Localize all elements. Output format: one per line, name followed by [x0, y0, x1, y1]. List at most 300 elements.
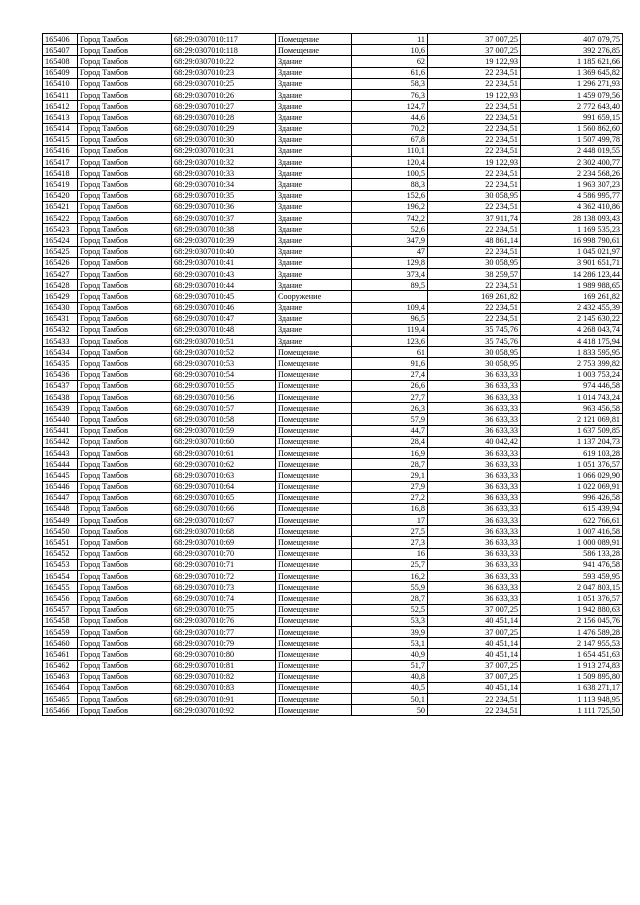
row-number-cell: 165447	[43, 492, 78, 503]
unit-value-cell: 30 058,95	[428, 190, 521, 201]
table-row	[43, 89, 623, 100]
unit-value-cell: 37 007,25	[428, 671, 521, 682]
cadastral-number-cell: 68:29:0307010:81	[172, 660, 276, 671]
cadastral-value-cell: 1 169 535,23	[521, 224, 623, 235]
area-cell: 52,6	[352, 224, 428, 235]
object-type-cell: Здание	[276, 190, 352, 201]
table-row	[43, 492, 623, 503]
locality-cell: Город Тамбов	[78, 89, 172, 100]
unit-value-cell: 22 234,51	[428, 112, 521, 123]
locality-cell: Город Тамбов	[78, 425, 172, 436]
area-cell: 40,5	[352, 682, 428, 693]
cadastral-number-cell: 68:29:0307010:48	[172, 324, 276, 335]
table-row	[43, 425, 623, 436]
locality-cell: Город Тамбов	[78, 414, 172, 425]
cadastral-value-cell: 1 007 416,58	[521, 526, 623, 537]
object-type-cell: Помещение	[276, 660, 352, 671]
row-number-cell: 165407	[43, 45, 78, 56]
locality-cell: Город Тамбов	[78, 447, 172, 458]
unit-value-cell: 40 451,14	[428, 649, 521, 660]
locality-cell: Город Тамбов	[78, 313, 172, 324]
area-cell: 53,1	[352, 638, 428, 649]
cadastral-number-cell: 68:29:0307010:61	[172, 447, 276, 458]
row-number-cell: 165414	[43, 123, 78, 134]
area-cell: 10,6	[352, 45, 428, 56]
cadastral-number-cell: 68:29:0307010:77	[172, 626, 276, 637]
area-cell: 17	[352, 515, 428, 526]
area-cell: 89,5	[352, 280, 428, 291]
object-type-cell: Здание	[276, 123, 352, 134]
table-row	[43, 246, 623, 257]
cadastral-number-cell: 68:29:0307010:92	[172, 705, 276, 716]
cadastral-value-cell: 1 113 948,95	[521, 694, 623, 705]
object-type-cell: Помещение	[276, 369, 352, 380]
locality-cell: Город Тамбов	[78, 369, 172, 380]
object-type-cell: Здание	[276, 89, 352, 100]
object-type-cell: Помещение	[276, 571, 352, 582]
row-number-cell: 165456	[43, 593, 78, 604]
cadastral-number-cell: 68:29:0307010:30	[172, 134, 276, 145]
object-type-cell: Здание	[276, 78, 352, 89]
table-row	[43, 593, 623, 604]
unit-value-cell: 36 633,33	[428, 481, 521, 492]
cadastral-value-cell: 1 638 271,17	[521, 682, 623, 693]
table-row	[43, 280, 623, 291]
object-type-cell: Здание	[276, 224, 352, 235]
unit-value-cell: 22 234,51	[428, 168, 521, 179]
object-type-cell: Здание	[276, 157, 352, 168]
locality-cell: Город Тамбов	[78, 682, 172, 693]
row-number-cell: 165453	[43, 559, 78, 570]
cadastral-value-cell: 2 156 045,76	[521, 615, 623, 626]
table-row	[43, 78, 623, 89]
cadastral-value-cell: 1 051 376,57	[521, 459, 623, 470]
locality-cell: Город Тамбов	[78, 492, 172, 503]
cadastral-number-cell: 68:29:0307010:44	[172, 280, 276, 291]
cadastral-number-cell: 68:29:0307010:83	[172, 682, 276, 693]
object-type-cell: Помещение	[276, 638, 352, 649]
table-row	[43, 268, 623, 279]
object-type-cell: Здание	[276, 280, 352, 291]
table-row	[43, 392, 623, 403]
cadastral-value-cell: 1 137 204,73	[521, 436, 623, 447]
unit-value-cell: 37 007,25	[428, 660, 521, 671]
area-cell: 55,9	[352, 582, 428, 593]
row-number-cell: 165433	[43, 336, 78, 347]
locality-cell: Город Тамбов	[78, 593, 172, 604]
cadastral-number-cell: 68:29:0307010:68	[172, 526, 276, 537]
unit-value-cell: 40 451,14	[428, 615, 521, 626]
area-cell: 76,3	[352, 89, 428, 100]
unit-value-cell: 36 633,33	[428, 503, 521, 514]
area-cell: 110,1	[352, 145, 428, 156]
cadastral-number-cell: 68:29:0307010:76	[172, 615, 276, 626]
cadastral-value-cell: 1 003 753,24	[521, 369, 623, 380]
locality-cell: Город Тамбов	[78, 179, 172, 190]
unit-value-cell: 19 122,93	[428, 89, 521, 100]
locality-cell: Город Тамбов	[78, 157, 172, 168]
row-number-cell: 165455	[43, 582, 78, 593]
cadastral-value-cell: 2 432 455,39	[521, 302, 623, 313]
cadastral-value-cell: 593 459,95	[521, 571, 623, 582]
object-type-cell: Здание	[276, 67, 352, 78]
table-row	[43, 559, 623, 570]
object-type-cell: Помещение	[276, 604, 352, 615]
cadastral-value-cell: 169 261,82	[521, 291, 623, 302]
object-type-cell: Здание	[276, 313, 352, 324]
table-row	[43, 604, 623, 615]
locality-cell: Город Тамбов	[78, 291, 172, 302]
cadastral-number-cell: 68:29:0307010:27	[172, 101, 276, 112]
unit-value-cell: 30 058,95	[428, 347, 521, 358]
unit-value-cell: 36 633,33	[428, 559, 521, 570]
cadastral-value-cell: 2 302 400,77	[521, 157, 623, 168]
unit-value-cell: 22 234,51	[428, 123, 521, 134]
row-number-cell: 165408	[43, 56, 78, 67]
row-number-cell: 165444	[43, 459, 78, 470]
table-row	[43, 213, 623, 224]
table-row	[43, 436, 623, 447]
unit-value-cell: 19 122,93	[428, 157, 521, 168]
area-cell: 52,5	[352, 604, 428, 615]
table-row	[43, 671, 623, 682]
area-cell: 51,7	[352, 660, 428, 671]
cadastral-value-cell: 4 586 995,77	[521, 190, 623, 201]
unit-value-cell: 35 745,76	[428, 324, 521, 335]
cadastral-number-cell: 68:29:0307010:75	[172, 604, 276, 615]
row-number-cell: 165419	[43, 179, 78, 190]
cadastral-number-cell: 68:29:0307010:71	[172, 559, 276, 570]
cadastral-number-cell: 68:29:0307010:28	[172, 112, 276, 123]
object-type-cell: Помещение	[276, 492, 352, 503]
row-number-cell: 165411	[43, 89, 78, 100]
area-cell: 27,5	[352, 526, 428, 537]
locality-cell: Город Тамбов	[78, 459, 172, 470]
cadastral-number-cell: 68:29:0307010:38	[172, 224, 276, 235]
cadastral-value-cell: 1 185 621,66	[521, 56, 623, 67]
object-type-cell: Помещение	[276, 615, 352, 626]
table-row	[43, 313, 623, 324]
row-number-cell: 165448	[43, 503, 78, 514]
cadastral-number-cell: 68:29:0307010:23	[172, 67, 276, 78]
table-row	[43, 481, 623, 492]
cadastral-value-cell: 1 637 509,85	[521, 425, 623, 436]
area-cell: 120,4	[352, 157, 428, 168]
locality-cell: Город Тамбов	[78, 403, 172, 414]
locality-cell: Город Тамбов	[78, 481, 172, 492]
cadastral-number-cell: 68:29:0307010:43	[172, 268, 276, 279]
row-number-cell: 165449	[43, 515, 78, 526]
area-cell: 62	[352, 56, 428, 67]
area-cell: 57,9	[352, 414, 428, 425]
cadastral-value-cell: 1 654 451,63	[521, 649, 623, 660]
object-type-cell: Помещение	[276, 515, 352, 526]
object-type-cell: Помещение	[276, 392, 352, 403]
locality-cell: Город Тамбов	[78, 56, 172, 67]
row-number-cell: 165436	[43, 369, 78, 380]
locality-cell: Город Тамбов	[78, 559, 172, 570]
table-row	[43, 358, 623, 369]
unit-value-cell: 22 234,51	[428, 313, 521, 324]
table-row	[43, 324, 623, 335]
row-number-cell: 165461	[43, 649, 78, 660]
table-row	[43, 369, 623, 380]
row-number-cell: 165422	[43, 213, 78, 224]
unit-value-cell: 22 234,51	[428, 224, 521, 235]
unit-value-cell: 22 234,51	[428, 201, 521, 212]
cadastral-value-cell: 1 296 271,93	[521, 78, 623, 89]
cadastral-number-cell: 68:29:0307010:31	[172, 145, 276, 156]
row-number-cell: 165432	[43, 324, 78, 335]
cadastral-value-cell: 1 942 880,63	[521, 604, 623, 615]
cadastral-value-cell: 619 103,28	[521, 447, 623, 458]
table-row	[43, 660, 623, 671]
row-number-cell: 165458	[43, 615, 78, 626]
row-number-cell: 165421	[43, 201, 78, 212]
unit-value-cell: 30 058,95	[428, 257, 521, 268]
cadastral-value-cell: 14 286 123,44	[521, 268, 623, 279]
row-number-cell: 165457	[43, 604, 78, 615]
object-type-cell: Помещение	[276, 380, 352, 391]
locality-cell: Город Тамбов	[78, 34, 172, 45]
locality-cell: Город Тамбов	[78, 392, 172, 403]
cadastral-number-cell: 68:29:0307010:66	[172, 503, 276, 514]
row-number-cell: 165410	[43, 78, 78, 89]
table-row	[43, 571, 623, 582]
table-row	[43, 168, 623, 179]
locality-cell: Город Тамбов	[78, 347, 172, 358]
cadastral-number-cell: 68:29:0307010:26	[172, 89, 276, 100]
row-number-cell: 165430	[43, 302, 78, 313]
unit-value-cell: 36 633,33	[428, 582, 521, 593]
cadastral-number-cell: 68:29:0307010:37	[172, 213, 276, 224]
row-number-cell: 165426	[43, 257, 78, 268]
cadastral-number-cell: 68:29:0307010:80	[172, 649, 276, 660]
locality-cell: Город Тамбов	[78, 201, 172, 212]
cadastral-value-cell: 28 138 093,43	[521, 213, 623, 224]
row-number-cell: 165417	[43, 157, 78, 168]
object-type-cell: Помещение	[276, 705, 352, 716]
unit-value-cell: 22 234,51	[428, 705, 521, 716]
object-type-cell: Здание	[276, 112, 352, 123]
unit-value-cell: 22 234,51	[428, 302, 521, 313]
area-cell: 61,6	[352, 67, 428, 78]
row-number-cell: 165435	[43, 358, 78, 369]
object-type-cell: Здание	[276, 179, 352, 190]
area-cell: 100,5	[352, 168, 428, 179]
table-row	[43, 705, 623, 716]
object-type-cell: Здание	[276, 268, 352, 279]
table-row	[43, 582, 623, 593]
cadastral-value-cell: 1 833 595,95	[521, 347, 623, 358]
object-type-cell: Помещение	[276, 436, 352, 447]
locality-cell: Город Тамбов	[78, 548, 172, 559]
object-type-cell: Сооружение	[276, 291, 352, 302]
unit-value-cell: 36 633,33	[428, 380, 521, 391]
cadastral-number-cell: 68:29:0307010:82	[172, 671, 276, 682]
locality-cell: Город Тамбов	[78, 537, 172, 548]
table-row	[43, 235, 623, 246]
row-number-cell: 165441	[43, 425, 78, 436]
cadastral-number-cell: 68:29:0307010:33	[172, 168, 276, 179]
cadastral-number-cell: 68:29:0307010:60	[172, 436, 276, 447]
cadastral-number-cell: 68:29:0307010:54	[172, 369, 276, 380]
row-number-cell: 165413	[43, 112, 78, 123]
area-cell: 50	[352, 705, 428, 716]
cadastral-value-cell: 2 753 399,82	[521, 358, 623, 369]
unit-value-cell: 22 234,51	[428, 280, 521, 291]
cadastral-number-cell: 68:29:0307010:25	[172, 78, 276, 89]
unit-value-cell: 36 633,33	[428, 526, 521, 537]
row-number-cell: 165434	[43, 347, 78, 358]
object-type-cell: Помещение	[276, 682, 352, 693]
locality-cell: Город Тамбов	[78, 190, 172, 201]
area-cell: 29,1	[352, 470, 428, 481]
locality-cell: Город Тамбов	[78, 626, 172, 637]
table-body	[43, 34, 623, 716]
row-number-cell: 165464	[43, 682, 78, 693]
cadastral-value-cell: 615 439,94	[521, 503, 623, 514]
row-number-cell: 165406	[43, 34, 78, 45]
unit-value-cell: 36 633,33	[428, 537, 521, 548]
object-type-cell: Здание	[276, 246, 352, 257]
area-cell: 16	[352, 548, 428, 559]
cadastral-number-cell: 68:29:0307010:40	[172, 246, 276, 257]
locality-cell: Город Тамбов	[78, 503, 172, 514]
unit-value-cell: 22 234,51	[428, 67, 521, 78]
cadastral-value-cell: 974 446,58	[521, 380, 623, 391]
cadastral-value-cell: 1 022 069,91	[521, 481, 623, 492]
cadastral-value-cell: 1 459 079,56	[521, 89, 623, 100]
locality-cell: Город Тамбов	[78, 358, 172, 369]
cadastral-value-cell: 1 509 895,80	[521, 671, 623, 682]
locality-cell: Город Тамбов	[78, 660, 172, 671]
unit-value-cell: 22 234,51	[428, 694, 521, 705]
locality-cell: Город Тамбов	[78, 134, 172, 145]
row-number-cell: 165439	[43, 403, 78, 414]
area-cell: 26,3	[352, 403, 428, 414]
row-number-cell: 165443	[43, 447, 78, 458]
unit-value-cell: 37 007,25	[428, 34, 521, 45]
locality-cell: Город Тамбов	[78, 45, 172, 56]
cadastral-value-table	[42, 33, 623, 716]
cadastral-value-cell: 586 133,28	[521, 548, 623, 559]
row-number-cell: 165463	[43, 671, 78, 682]
row-number-cell: 165416	[43, 145, 78, 156]
object-type-cell: Здание	[276, 235, 352, 246]
table-row	[43, 626, 623, 637]
area-cell: 16,9	[352, 447, 428, 458]
table-row	[43, 123, 623, 134]
cadastral-value-cell: 941 476,58	[521, 559, 623, 570]
row-number-cell: 165445	[43, 470, 78, 481]
locality-cell: Город Тамбов	[78, 78, 172, 89]
locality-cell: Город Тамбов	[78, 324, 172, 335]
cadastral-number-cell: 68:29:0307010:59	[172, 425, 276, 436]
cadastral-number-cell: 68:29:0307010:65	[172, 492, 276, 503]
cadastral-value-cell: 1 913 274,83	[521, 660, 623, 671]
object-type-cell: Помещение	[276, 414, 352, 425]
area-cell: 16,8	[352, 503, 428, 514]
unit-value-cell: 40 451,14	[428, 638, 521, 649]
object-type-cell: Помещение	[276, 559, 352, 570]
object-type-cell: Помещение	[276, 34, 352, 45]
cadastral-value-cell: 4 268 043,74	[521, 324, 623, 335]
cadastral-value-cell: 407 079,75	[521, 34, 623, 45]
cadastral-number-cell: 68:29:0307010:62	[172, 459, 276, 470]
row-number-cell: 165424	[43, 235, 78, 246]
object-type-cell: Здание	[276, 336, 352, 347]
row-number-cell: 165462	[43, 660, 78, 671]
object-type-cell: Помещение	[276, 358, 352, 369]
area-cell: 124,7	[352, 101, 428, 112]
cadastral-number-cell: 68:29:0307010:118	[172, 45, 276, 56]
cadastral-value-cell: 2 145 630,22	[521, 313, 623, 324]
row-number-cell: 165420	[43, 190, 78, 201]
cadastral-number-cell: 68:29:0307010:41	[172, 257, 276, 268]
cadastral-number-cell: 68:29:0307010:32	[172, 157, 276, 168]
object-type-cell: Помещение	[276, 447, 352, 458]
area-cell: 347,9	[352, 235, 428, 246]
unit-value-cell: 30 058,95	[428, 358, 521, 369]
cadastral-number-cell: 68:29:0307010:45	[172, 291, 276, 302]
cadastral-value-cell: 963 456,58	[521, 403, 623, 414]
locality-cell: Город Тамбов	[78, 436, 172, 447]
locality-cell: Город Тамбов	[78, 705, 172, 716]
cadastral-number-cell: 68:29:0307010:69	[172, 537, 276, 548]
unit-value-cell: 36 633,33	[428, 369, 521, 380]
cadastral-number-cell: 68:29:0307010:64	[172, 481, 276, 492]
cadastral-value-cell: 991 659,15	[521, 112, 623, 123]
locality-cell: Город Тамбов	[78, 336, 172, 347]
cadastral-value-cell: 1 369 645,82	[521, 67, 623, 78]
unit-value-cell: 40 451,14	[428, 682, 521, 693]
unit-value-cell: 36 633,33	[428, 414, 521, 425]
table-row	[43, 34, 623, 45]
table-row	[43, 190, 623, 201]
object-type-cell: Помещение	[276, 548, 352, 559]
unit-value-cell: 22 234,51	[428, 101, 521, 112]
cadastral-value-cell: 996 426,58	[521, 492, 623, 503]
area-cell: 152,6	[352, 190, 428, 201]
object-type-cell: Помещение	[276, 526, 352, 537]
object-type-cell: Помещение	[276, 403, 352, 414]
unit-value-cell: 22 234,51	[428, 134, 521, 145]
locality-cell: Город Тамбов	[78, 604, 172, 615]
table-row	[43, 503, 623, 514]
object-type-cell: Помещение	[276, 694, 352, 705]
object-type-cell: Помещение	[276, 626, 352, 637]
locality-cell: Город Тамбов	[78, 302, 172, 313]
row-number-cell: 165418	[43, 168, 78, 179]
unit-value-cell: 169 261,82	[428, 291, 521, 302]
table-row	[43, 537, 623, 548]
row-number-cell: 165440	[43, 414, 78, 425]
area-cell: 196,2	[352, 201, 428, 212]
cadastral-value-cell: 3 901 651,71	[521, 257, 623, 268]
object-type-cell: Здание	[276, 257, 352, 268]
cadastral-number-cell: 68:29:0307010:79	[172, 638, 276, 649]
object-type-cell: Здание	[276, 134, 352, 145]
cadastral-number-cell: 68:29:0307010:55	[172, 380, 276, 391]
cadastral-value-cell: 1 000 089,91	[521, 537, 623, 548]
cadastral-number-cell: 68:29:0307010:74	[172, 593, 276, 604]
unit-value-cell: 38 259,57	[428, 268, 521, 279]
area-cell: 53,3	[352, 615, 428, 626]
area-cell: 44,7	[352, 425, 428, 436]
table-row	[43, 224, 623, 235]
locality-cell: Город Тамбов	[78, 67, 172, 78]
